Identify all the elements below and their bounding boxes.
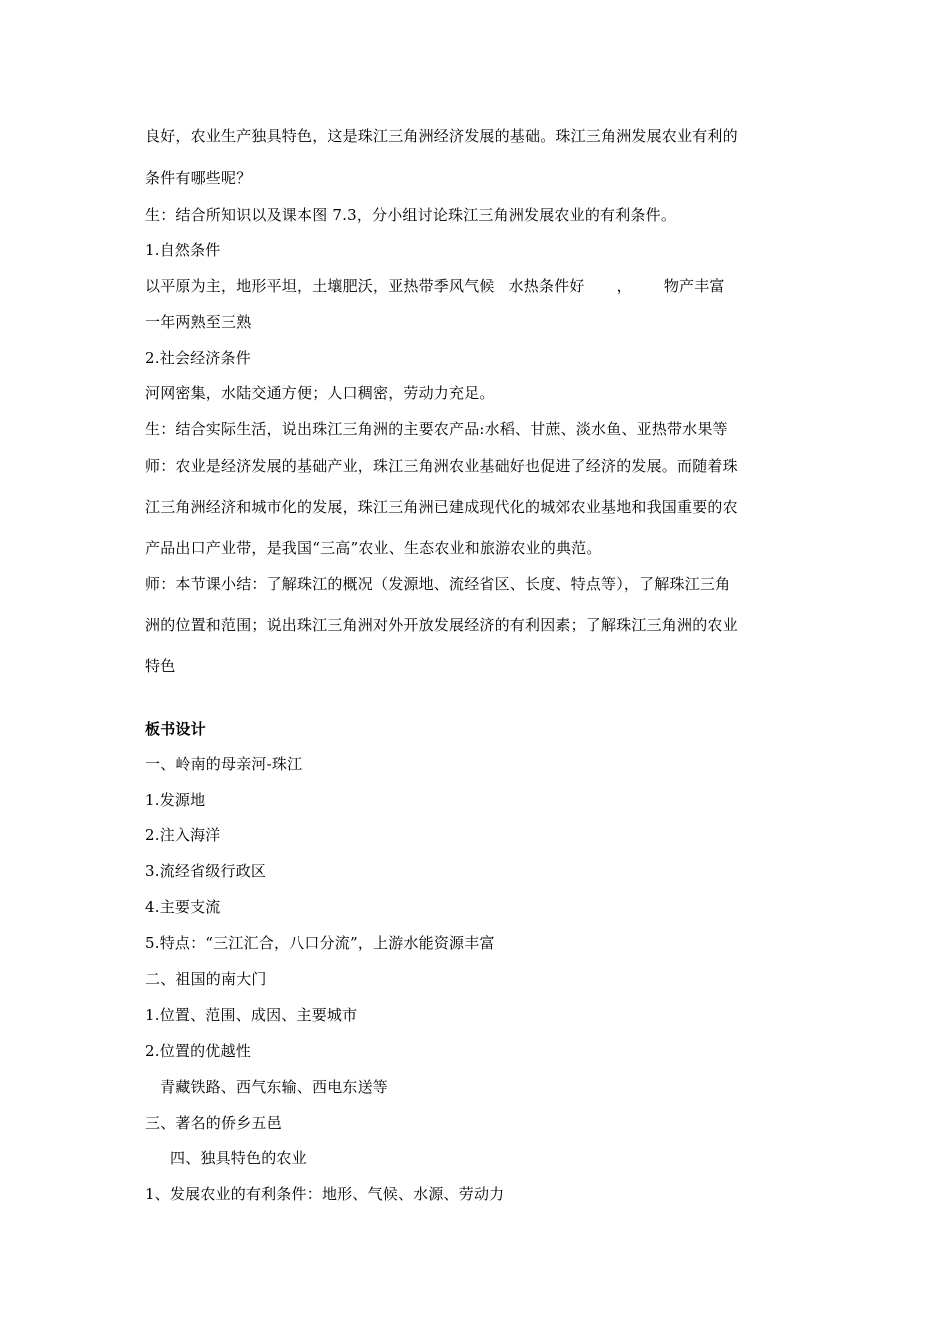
paragraph-line: 条件有哪些呢？	[145, 169, 252, 187]
paragraph-segment: 水热条件好	[508, 277, 585, 295]
paragraph-segment: 物产丰富	[663, 277, 725, 295]
board-item: 5.特点：“三江汇合，八口分流”，上游水能资源丰富	[145, 934, 495, 952]
paragraph-line: 生：结合所知识以及课本图 7.3，分小组讨论珠江三角洲发展农业的有利条件。	[145, 206, 677, 224]
board-item: 四、独具特色的农业	[170, 1149, 307, 1167]
paragraph-line: 产品出口产业带，是我国“三高”农业、生态农业和旅游农业的典范。	[145, 539, 602, 557]
paragraph-line	[145, 276, 725, 296]
paragraph-line: 特色	[145, 657, 176, 675]
board-item: 青藏铁路、西气东输、西电东送等	[160, 1078, 389, 1096]
board-item: 3.流经省级行政区	[145, 862, 267, 880]
paragraph-line: 良好，农业生产独具特色，这是珠江三角洲经济发展的基础。珠江三角洲发展农业有利的	[145, 127, 738, 145]
board-item: 二、祖国的南大门	[145, 970, 267, 988]
board-item: 1.位置、范围、成因、主要城市	[145, 1006, 358, 1024]
board-item: 2.注入海洋	[145, 826, 221, 844]
paragraph-line: 江三角洲经济和城市化的发展，珠江三角洲已建成现代化的城郊农业基地和我国重要的农	[145, 498, 738, 516]
board-item: 1、发展农业的有利条件：地形、气候、水源、劳动力	[145, 1185, 505, 1203]
board-item: 一、岭南的母亲河-珠江	[145, 755, 303, 773]
paragraph-segment: 以平原为主，地形平坦，土壤肥沃，亚热带季风气候	[145, 277, 495, 295]
paragraph-line: 一年两熟至三熟	[145, 313, 252, 331]
paragraph-line: 河网密集，水陆交通方便；人口稠密，劳动力充足。	[145, 384, 495, 402]
board-item: 2.位置的优越性	[145, 1042, 251, 1060]
paragraph-segment: ，	[616, 277, 632, 295]
board-item: 4.主要支流	[145, 898, 221, 916]
board-item: 1.发源地	[145, 791, 206, 809]
board-item: 三、著名的侨乡五邑	[145, 1114, 282, 1132]
section-heading: 1.自然条件	[145, 241, 221, 259]
paragraph-line: 洲的位置和范围；说出珠江三角洲对外开放发展经济的有利因素；了解珠江三角洲的农业	[145, 616, 738, 634]
paragraph-line: 师：本节课小结：了解珠江的概况（发源地、流经省区、长度、特点等），了解珠江三角	[145, 575, 731, 593]
paragraph-line: 师：农业是经济发展的基础产业，珠江三角洲农业基础好也促进了经济的发展。而随着珠	[145, 457, 738, 475]
board-design-heading: 板书设计	[145, 720, 206, 738]
paragraph-line: 生：结合实际生活，说出珠江三角洲的主要农产品:水稻、甘蔗、淡水鱼、亚热带水果等	[145, 420, 728, 438]
section-heading: 2.社会经济条件	[145, 349, 251, 367]
